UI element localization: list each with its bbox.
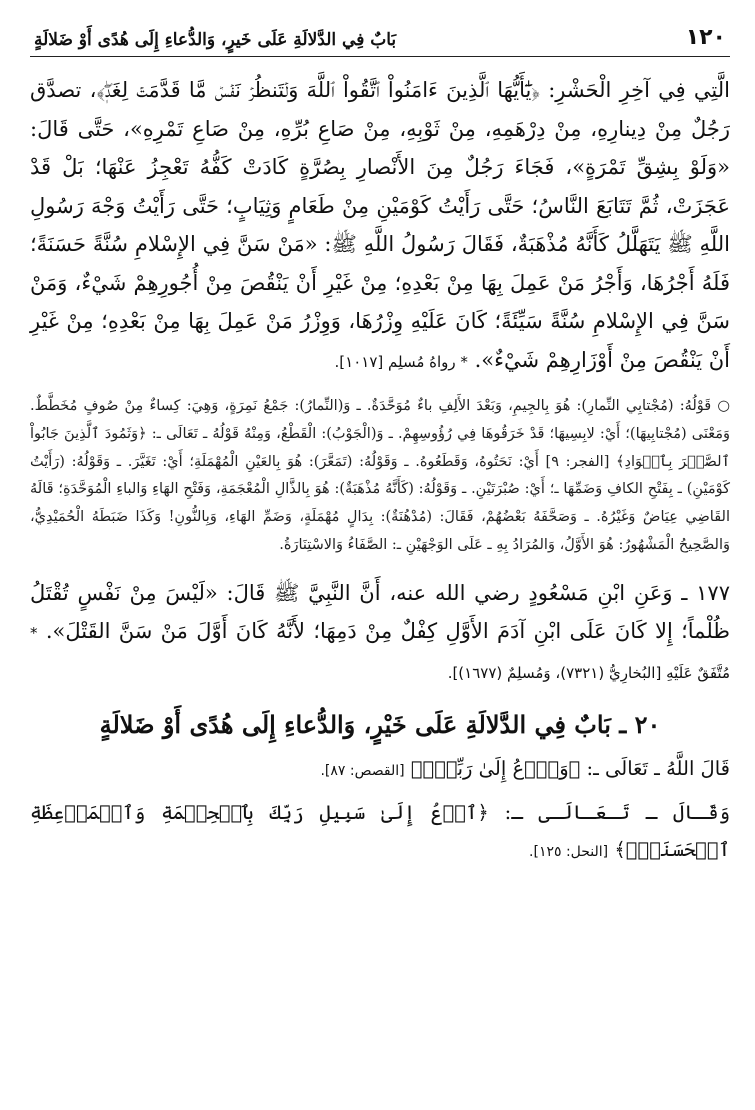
- header-title: بَابٌ فِي الدَّلالَةِ عَلَى خَيرٍ، وَالدُّعاءِ إِلَى هُدًى أَوْ ضَلالَةٍ: [34, 30, 397, 50]
- hadith-177: [30, 574, 730, 692]
- chapter-verse-1: [30, 750, 730, 790]
- book-page: [30, 18, 730, 1098]
- verse-2-text: وَقَـالَ ـ تَـعَـالَـى ـ: ﴿ٱدۡعُ إِلَىٰ سَبِيلِ رَبِّكَ بِٱلۡحِكۡمَةِ وَٱلۡمَوۡعِظَةِ ٱلۡحَسَنَةِۖ﴾: [30, 800, 730, 861]
- main-text-reference: * رواهُ مُسلِم [١٠١٧].: [334, 352, 468, 371]
- chapter-verse-2: [30, 794, 730, 871]
- verse-2-reference: [النحل: ١٢٥].: [529, 843, 609, 860]
- chapter-heading: ٢٠ ـ بَابٌ فِي الدَّلالَةِ عَلَى خَيْرٍ، وَالدُّعاءِ إِلَى هُدًى أَوْ ضَلالَةٍ: [99, 709, 661, 739]
- verse-1-text: قَالَ اللَّهُ ـ تَعَالَى ـ: ﴿وَٱدۡعُ إِلَىٰ رَبِّكَۖ﴾: [410, 756, 730, 780]
- main-text-body: الَّتِي فِي آخِرِ الْحَشْرِ: ﴿يَٰٓأَيُّهَا ٱلَّذِينَ ءَامَنُواْ ٱتَّقُواْ ٱللَّهَ وَلۡتَنظُرۡ نَفۡسٞ مَّا قَدَّمَتۡ لِغَدٖۖ﴾، تصدَّق رَجُلٌ مِنْ دِينارِهِ، مِنْ دِرْهَمِهِ، مِنْ ثَوْبِهِ، مِنْ صَاعِ بُرِّهِ، مِنْ صَاعِ تَمْرِهِ»، حَتَّى قَالَ: «وَلَوْ بِشِقِّ تَمْرَةٍ»، فَجَاءَ رَجُلٌ مِنَ الأَنْصارِ بِصُرَّةٍ كَادَتْ كَفُّهُ تَعْجِزُ عَنْهَا؛ بَلْ قَدْ عَجَزَتْ، ثُمَّ تَتَابَعَ النَّاسُ؛ حَتَّى رَأَيْتُ كَوْمَيْنِ مِنْ طَعَامٍ وَثِيَابٍ؛ حَتَّى رَأَيْتُ وَجْهَ رَسُولِ اللَّهِ ﷺ يَتَهَلَّلُ كَأَنَّهُ مُذْهَبَةٌ، فَقَالَ رَسُولُ اللَّهِ ﷺ: «مَنْ سَنَّ فِي الإِسْلامِ سُنَّةً حَسَنَةً؛ فَلَهُ أَجْرُهَا، وَأَجْرُ مَنْ عَمِلَ بِهَا مِنْ بَعْدِهِ؛ مِنْ غَيْرِ أَنْ يَنْقُصَ مِنْ أُجُورِهِمْ شَيْءٌ، وَمَنْ سَنَّ فِي الإِسْلامِ سُنَّةً سَيِّئَةً؛ كَانَ عَلَيْهِ وِزْرُهَا، وَوِزْرُ مَنْ عَمِلَ بِهَا مِنْ بَعْدِهِ؛ مِنْ غَيْرِ أَنْ يَنْقُصَ مِنْ أَوْزَارِهِمْ شَيْءٌ».: [30, 78, 730, 372]
- verse-1-reference: [القصص: ٨٧].: [320, 762, 405, 779]
- hadith-177-text: ١٧٧ ـ وَعَنِ ابْنِ مَسْعُودٍ رضي الله عنه، أَنَّ النَّبِيَّ ﷺ قَالَ: «لَيْسَ مِنْ نَفْسٍ تُقْتَلُ ظُلْماً؛ إِلا كَانَ عَلَى ابْنِ آدَمَ الأَوَّلِ كِفْلٌ مِنْ دَمِهَا؛ لأَنَّهُ كَانَ أَوَّلَ مَنْ سَنَّ القَتْلَ».: [30, 580, 730, 643]
- hadith-177-reference: * مُتَّفَقٌ عَلَيْهِ [البُخارِيُّ (٧٣٢١)، وَمُسلِمٌ (١٦٧٧)].: [30, 623, 730, 682]
- running-header: [30, 18, 730, 57]
- explanatory-notes: ○ قَوْلُهُ: (مُجْتابِي النِّمارِ): هُوَ بِالجِيمِ، وَبَعْدَ الأَلِفِ باءٌ مُوَحَّدَةٌ. ـ وَ(النِّمارُ): جَمْعُ نَمِرَةٍ، وَهِيَ: كِساءٌ مِنْ صُوفٍ مُخَطَّطٌ. وَمَعْنَى (مُجْتابِيهَا)؛ أَيْ: لابِسِيهَا؛ قَدْ خَرَقُوهَا فِي رُؤُوسِهِمْ. ـ وَ(الْجَوْبُ): الْقَطْعُ، وَمِنْهُ قَوْلُهُ ـ تَعَالَى ـ: ﴿وَثَمُودَ ٱلَّذِينَ جَابُواْ ٱلصَّخۡرَ بِٱلۡوَادِ﴾ [الفجر: ٩] أَيْ: نَحَتُوهُ، وَقَطَعُوهُ. ـ وَقَوْلُهُ: (تَمَعَّرَ): هُوَ بِالعَيْنِ الْمُهْمَلَةِ؛ أَيْ: تَغَيَّرَ. ـ وَقَوْلُهُ: (رَأَيْتُ كَوْمَيْنِ) ـ بِفَتْحِ الكافِ وَضَمِّهَا ـ؛ أَيْ: صُبْرَتَيْنِ. ـ وَقَوْلُهُ: (كَأَنَّهُ مُذْهَبَةٌ): هُوَ بِالذَّالِ الْمُعْجَمَةِ، وَفَتْحِ الهَاءِ وَالباءِ الْمُوَحَّدَةِ؛ قَالَهُ القَاضِي عِيَاضٌ وَغَيْرُهُ. ـ وَصَحَّفَهُ بَعْضُهُمْ، فَقَالَ: (مُدْهُنَةٌ): بِدَالٍ مُهْمَلَةٍ، وَضَمِّ الهَاءِ، وَبِالنُّونِ! وَكَذَا ضَبَطَهُ الْحُمَيْدِيُّ، وَالصَّحِيحُ الْمَشْهُورُ: هُوَ الأَوَّلُ، وَالمُرَادُ بِهِ ـ عَلَى الوَجْهَيْنِ ـ: الصَّفَاءُ وَالاسْتِنَارَةُ.: [30, 398, 731, 553]
- page-number: ١٢٠: [685, 25, 726, 50]
- main-hadith-text: [30, 71, 730, 381]
